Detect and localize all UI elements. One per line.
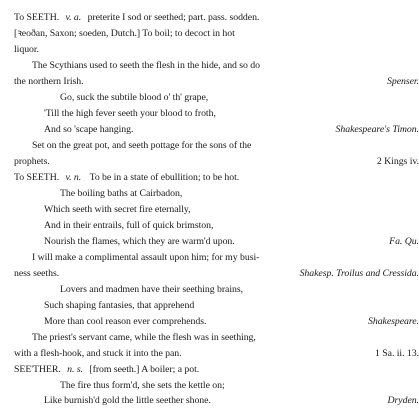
quote-line (0, 250, 419, 266)
definition-text: liquor. (14, 44, 39, 55)
quote-text: More than cool reason ever comprehends. (44, 316, 207, 327)
quote-source: Shakespeare. (368, 316, 419, 327)
quote-line (0, 378, 419, 394)
quote-line (0, 330, 419, 346)
headword: SEE'THER. (14, 364, 61, 375)
quote-text: Go, suck the subtile blood o' th' grape, (60, 92, 209, 103)
definition-text: [ꝛeoðan, Saxon; soeden, Dutch.] To boil; to decoct in hot (14, 28, 235, 39)
headword: To SEETH. (14, 12, 60, 23)
quote-text: Nourish the flames, which they are warm'd upon. (44, 236, 235, 247)
quote-line (0, 154, 419, 170)
quote-text: Which seeth with secret fire eternally, (44, 204, 191, 215)
quote-source: Shakesp. Troilus and Cressida. (299, 268, 419, 279)
quote-line (0, 346, 419, 362)
quote-source: Shakespeare's Timon. (335, 124, 419, 135)
quote-line (0, 106, 419, 122)
quote-text: The boiling baths at Cairbadon, (60, 188, 183, 199)
quote-text: Like burnish'd gold the little seether shone. (44, 395, 211, 406)
definition-text: To be in a state of ebullition; to be hot. (89, 172, 240, 183)
quote-text: with a flesh-hook, and stuck it into the pan. (14, 348, 182, 359)
quote-line (0, 314, 419, 330)
quote-line (0, 202, 419, 218)
quote-line (0, 90, 419, 106)
definition-line (0, 42, 419, 58)
entry-seeth-vn-line (0, 170, 419, 186)
quote-source: 1 Sa. ii. 13. (375, 348, 419, 359)
quote-text: Such shaping fantasies, that apprehend (44, 300, 195, 311)
quote-text: I will make a complimental assault upon him; for my busi- (32, 252, 260, 263)
quote-line (0, 58, 419, 74)
quote-line (0, 74, 419, 90)
quote-text: The Scythians used to seeth the flesh in the hide, and so do (32, 60, 260, 71)
quote-line (0, 282, 419, 298)
quote-text: The fire thus form'd, she sets the kettle on; (60, 380, 225, 391)
quote-source: Spenser. (387, 76, 419, 87)
entry-seeth-va-line (0, 10, 419, 26)
quote-line (0, 122, 419, 138)
quote-source: 2 Kings iv. (376, 156, 419, 167)
quote-line (0, 266, 419, 282)
quote-line (0, 298, 419, 314)
quote-text: And in their entrails, full of quick brimston, (44, 220, 214, 231)
entry-seether-line (0, 362, 419, 378)
quote-text: the northern Irish. (14, 76, 84, 87)
quote-source: Fa. Qu. (389, 236, 419, 247)
quote-text: prophets. (14, 156, 50, 167)
quote-source: Dryden. (387, 395, 419, 406)
definition-line (0, 26, 419, 42)
quote-text: 'Till the high fever seeth your blood to froth, (44, 108, 216, 119)
headword: To SEETH. (14, 172, 60, 183)
definition-text: preterite I sod or seethed; part. pass. sodden. (87, 12, 260, 23)
grammar-label: v. n. (65, 172, 82, 183)
quote-text: The priest's servant came, while the flesh was in seething, (32, 332, 256, 343)
quote-line (0, 138, 419, 154)
quote-text: Set on the great pot, and seeth pottage for the sons of the (32, 140, 252, 151)
quote-line (0, 186, 419, 202)
grammar-label: v. a. (65, 12, 82, 23)
quote-text: ness seeths. (14, 268, 60, 279)
quote-line (0, 218, 419, 234)
definition-text: [from seeth.] A boiler; a pot. (89, 364, 200, 375)
quote-line (0, 393, 419, 409)
quote-line (0, 234, 419, 250)
quote-text: And so 'scape hanging. (44, 124, 134, 135)
grammar-label: n. s. (67, 364, 83, 375)
quote-text: Lovers and madmen have their seething brains, (60, 284, 244, 295)
